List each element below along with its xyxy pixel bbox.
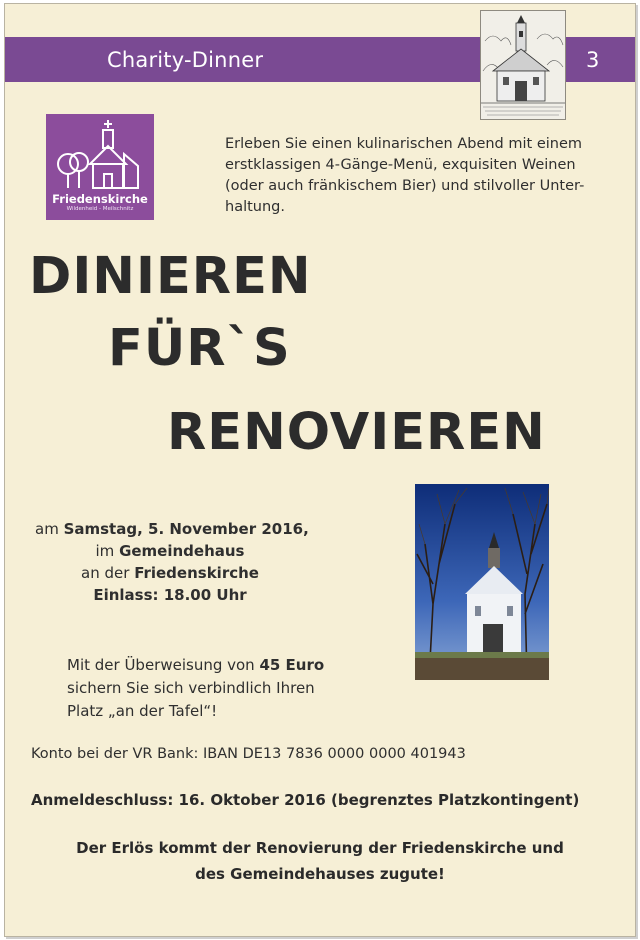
headline-line-3: RENOVIEREN — [167, 403, 546, 462]
payment-line-3: Platz „an der Tafel“! — [67, 702, 218, 720]
logo-name: Friedenskirche — [52, 192, 148, 206]
event-church-line — [35, 562, 305, 584]
payment-prefix: Mit der Überweisung von — [67, 656, 260, 674]
church-photo — [415, 484, 549, 680]
headline-line-2: FÜR`S — [108, 319, 291, 378]
event-details — [35, 518, 309, 606]
payment-line-2: sichern Sie sich verbindlich Ihren — [67, 679, 315, 697]
header-title: Charity-Dinner — [107, 48, 264, 72]
friedenskirche-logo — [46, 114, 154, 220]
church-sketch-image — [480, 10, 566, 120]
page-number: 3 — [586, 48, 600, 72]
event-venue-line — [35, 540, 305, 562]
proceeds-line-2: des Gemeindehauses zugute! — [195, 865, 445, 883]
bank-account: Konto bei der VR Bank: IBAN DE13 7836 0000 0000 401943 — [31, 746, 466, 762]
intro-line: haltung. — [225, 199, 285, 215]
headline-line-1: DINIEREN — [29, 247, 312, 306]
registration-deadline: Anmeldeschluss: 16. Oktober 2016 (begrenztes Platzkontingent) — [31, 791, 580, 809]
proceeds-line-1: Der Erlös kommt der Renovierung der Friedenskirche und — [76, 839, 564, 857]
proceeds-note — [25, 835, 615, 887]
event-date-line — [35, 518, 309, 540]
event-date-prefix: am — [35, 520, 64, 538]
payment-amount: 45 Euro — [259, 656, 325, 674]
intro-line: Erleben Sie einen kulinarischen Abend mit einem — [225, 136, 582, 152]
event-church: Friedenskirche — [134, 564, 259, 582]
intro-line: erstklassigen 4-Gänge-Menü, exquisiten Weinen — [225, 157, 576, 173]
event-venue-prefix: im — [95, 542, 120, 560]
event-venue: Gemeindehaus — [119, 542, 245, 560]
logo-subtitle: Wildenheid - Meilschnitz — [66, 206, 134, 212]
event-church-prefix: an der — [81, 564, 135, 582]
payment-info — [67, 654, 367, 723]
payment-line-1 — [67, 654, 367, 677]
event-date: Samstag, 5. November 2016, — [63, 520, 309, 538]
event-entry: Einlass: 18.00 Uhr — [93, 586, 247, 604]
flyer-page — [4, 3, 636, 937]
intro-paragraph — [225, 134, 615, 218]
intro-line: (oder auch fränkischem Bier) und stilvoller Unter- — [225, 178, 585, 194]
